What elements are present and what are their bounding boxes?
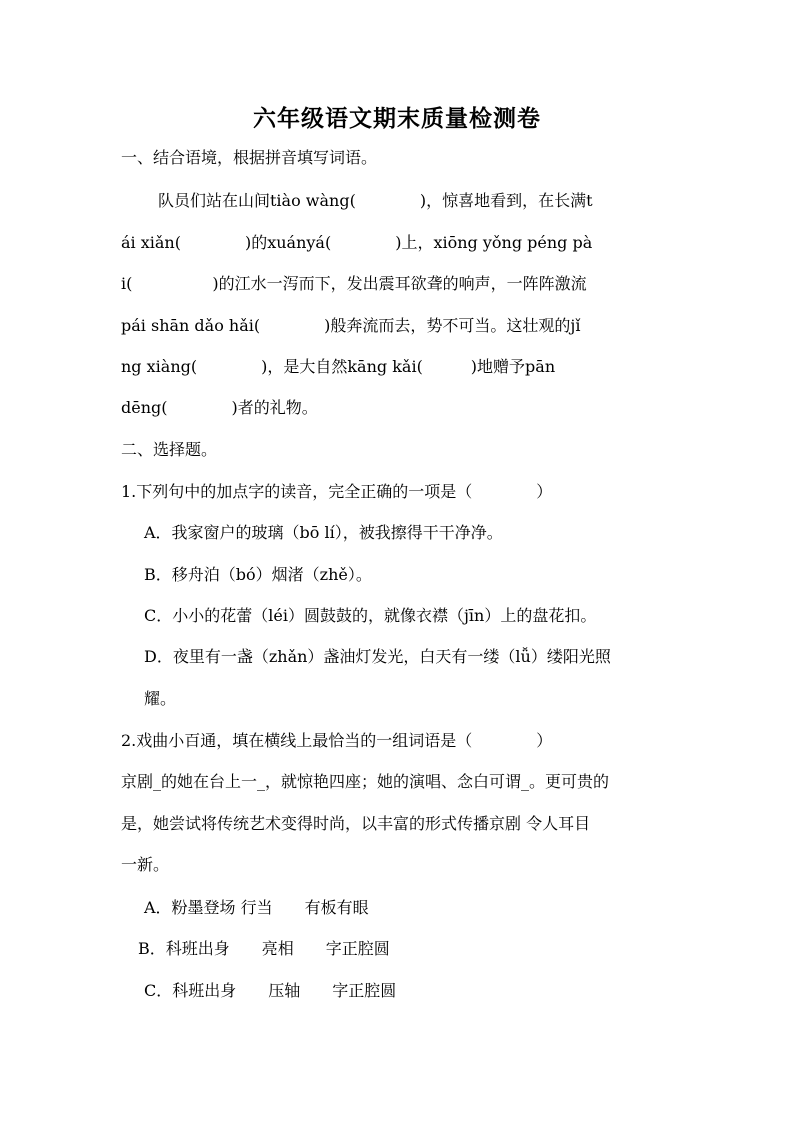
question-1-option-b: B．移舟泊（bó）烟渚（zhě）。 [144,565,372,584]
passage-line: ng xiàng( )，是大自然kāng kǎi( )地赠予pān [121,357,556,376]
section-1-heading: 一、结合语境，根据拼音填写词语。 [121,148,378,167]
passage-line: ái xiǎn( )的xuányá( )上，xiōng yǒng péng pà [121,233,593,252]
question-2-stem: 2.戏曲小百通，填在横线上最恰当的一组词语是（ ） [121,731,553,750]
question-2-passage: 京剧_的她在台上一_，就惊艳四座；她的演唱、念白可谓_。更可贵的 [121,772,610,791]
passage-line: i( )的江水一泻而下，发出震耳欲聋的响声，一阵阵激流 [121,274,587,293]
question-1-option-d-continued: 耀。 [144,689,177,708]
passage-line: 队员们站在山间tiào wàng( )，惊喜地看到，在长满t [158,191,593,210]
question-2-option-c: C．科班出身 压轴 字正腔圆 [144,981,397,1000]
question-1-option-d: D．夜里有一盏（zhǎn）盏油灯发光，白天有一缕（lǚ）缕阳光照 [144,647,611,666]
passage-line: dēng( )者的礼物。 [121,398,318,417]
question-1-option-c: C．小小的花蕾（léi）圆鼓鼓的，就像衣襟（jīn）上的盘花扣。 [144,606,597,625]
section-2-heading: 二、选择题。 [121,440,218,459]
page-title: 六年级语文期末质量检测卷 [253,106,541,132]
question-2-passage: 一新。 [121,855,170,874]
passage-line: pái shān dǎo hǎi( )般奔流而去，势不可当。这壮观的jǐ [121,316,581,335]
question-2-option-b: B．科班出身 亮相 字正腔圆 [138,939,390,958]
question-1-stem: 1.下列句中的加点字的读音，完全正确的一项是（ ） [121,482,553,501]
question-2-passage: 是，她尝试将传统艺术变得时尚，以丰富的形式传播京剧 令人耳目 [121,814,591,833]
question-2-option-a: A．粉墨登场 行当 有板有眼 [144,898,369,917]
question-1-option-a: A．我家窗户的玻璃（bō lí），被我擦得干干净净。 [144,523,503,542]
